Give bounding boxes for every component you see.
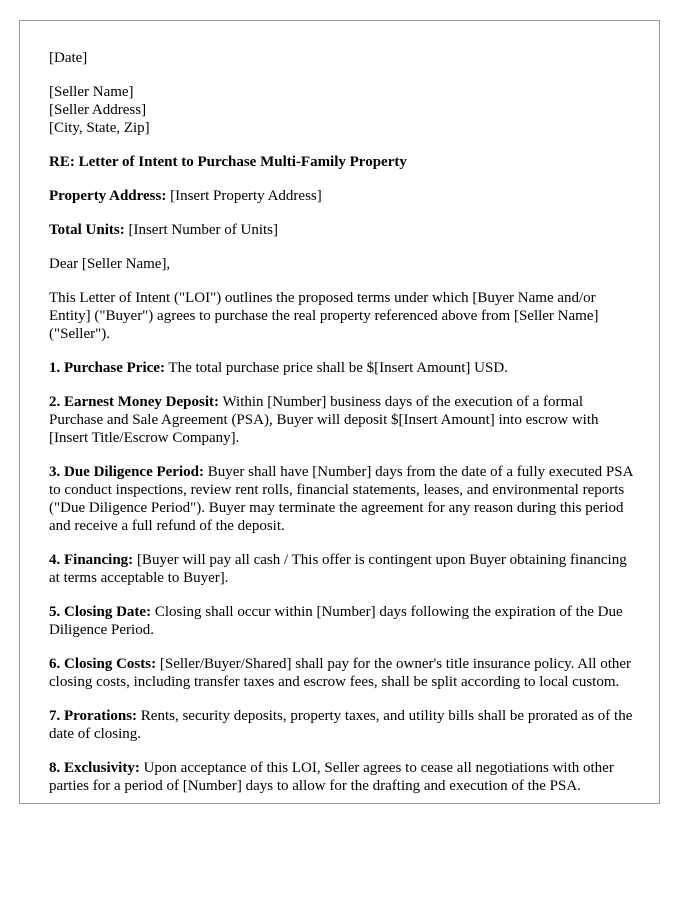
total-units-line bbox=[49, 221, 639, 239]
section-due-diligence-period bbox=[49, 463, 639, 535]
seller-address-block bbox=[49, 83, 639, 137]
section-text: Upon acceptance of this LOI, Seller agrees to cease all negotiations with other parties for a period of [Number] days to allow for the drafting and execution of the PSA. bbox=[49, 760, 614, 794]
section-exclusivity bbox=[49, 759, 639, 795]
section-label: 8. Exclusivity: bbox=[49, 760, 140, 776]
property-address-line bbox=[49, 187, 639, 205]
section-label: 6. Closing Costs: bbox=[49, 656, 157, 672]
section-text: Within [Number] business days of the execution of a formal Purchase and Sale Agreement (PSA), Buyer will deposit $[Insert Amount] into escrow with [Insert Title/Escrow Company]. bbox=[49, 394, 599, 446]
section-label: 5. Closing Date: bbox=[49, 604, 152, 620]
section-text: [Buyer will pay all cash / This offer is contingent upon Buyer obtaining financing at terms acceptable to Buyer]. bbox=[49, 552, 627, 586]
total-units-value: [Insert Number of Units] bbox=[124, 222, 279, 238]
section-label: 3. Due Diligence Period: bbox=[49, 464, 204, 480]
section-text: Buyer shall have [Number] days from the date of a fully executed PSA to conduct inspections, review rent rolls, financial statements, leases, and environmental reports ("Due Diligence Period"). Buyer may terminate the agreement for any reason during this period and receive a full refund of the deposit. bbox=[49, 464, 633, 534]
seller-name: [Seller Name] bbox=[49, 84, 134, 100]
letter-date: [Date] bbox=[49, 50, 88, 66]
section-purchase-price bbox=[49, 359, 639, 377]
section-financing bbox=[49, 551, 639, 587]
section-label: 1. Purchase Price: bbox=[49, 360, 165, 376]
salutation: Dear [Seller Name], bbox=[49, 256, 171, 272]
letter-content bbox=[49, 49, 639, 804]
section-label: 7. Prorations: bbox=[49, 708, 138, 724]
property-address-value: [Insert Property Address] bbox=[166, 188, 322, 204]
section-label: 2. Earnest Money Deposit: bbox=[49, 394, 219, 410]
letter-page bbox=[19, 20, 660, 804]
section-prorations bbox=[49, 707, 639, 743]
section-closing-costs bbox=[49, 655, 639, 691]
seller-address: [Seller Address] bbox=[49, 102, 147, 118]
section-label: 4. Financing: bbox=[49, 552, 134, 568]
section-closing-date bbox=[49, 603, 639, 639]
section-text: Closing shall occur within [Number] days following the expiration of the Due Diligence Period. bbox=[49, 604, 623, 638]
total-units-label: Total Units: bbox=[49, 222, 125, 238]
section-text: Rents, security deposits, property taxes, and utility bills shall be prorated as of the date of closing. bbox=[49, 708, 633, 742]
section-text: [Seller/Buyer/Shared] shall pay for the owner's title insurance policy. All other closing costs, including transfer taxes and escrow fees, shall be split according to local custom. bbox=[49, 656, 632, 690]
property-address-label: Property Address: bbox=[49, 188, 167, 204]
re-line: RE: Letter of Intent to Purchase Multi-Family Property bbox=[49, 154, 407, 170]
intro-paragraph: This Letter of Intent ("LOI") outlines the proposed terms under which [Buyer Name and/or Entity] ("Buyer") agrees to purchase the real property referenced above from [Seller Name] ("Seller"). bbox=[49, 290, 599, 342]
section-text: The total purchase price shall be $[Insert Amount] USD. bbox=[164, 360, 508, 376]
seller-city-state-zip: [City, State, Zip] bbox=[49, 120, 150, 136]
section-earnest-money-deposit bbox=[49, 393, 639, 447]
